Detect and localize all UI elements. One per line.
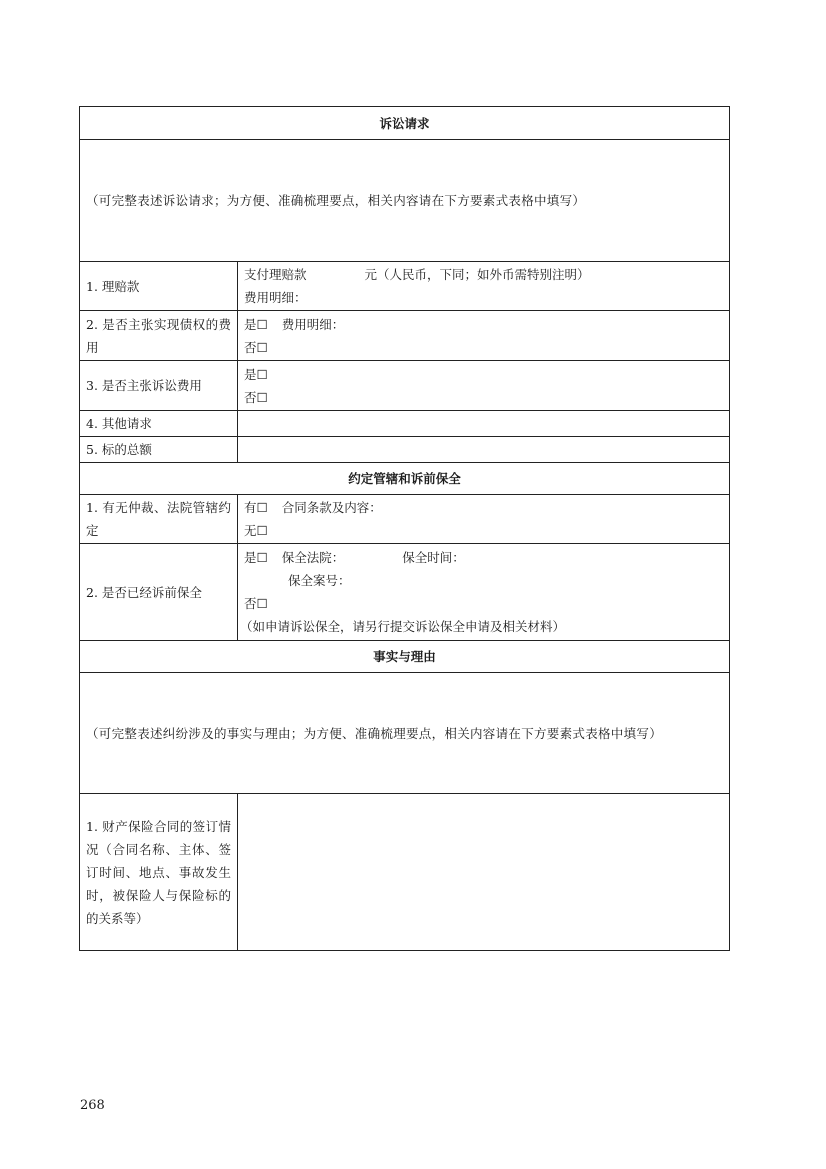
preservation-time-text: 保全时间： xyxy=(402,550,465,565)
jurisdiction-value-preservation xyxy=(238,544,730,641)
section-title-claims: 诉讼请求 xyxy=(80,107,730,140)
creditor-costs-yes-checkbox[interactable]: 是☐ xyxy=(244,316,268,332)
preservation-hint-text: （如申请诉讼保全，请另行提交诉讼保全申请及相关材料） xyxy=(240,619,566,634)
compensation-currency-text: 元（人民币，下同；如外币需特别注明） xyxy=(364,267,590,282)
claim-label-compensation: 1. 理赔款 xyxy=(80,262,238,311)
agreement-detail-text: 合同条款及内容： xyxy=(281,500,382,515)
claim-value-litigation-costs xyxy=(238,361,730,411)
preservation-yes-checkbox[interactable]: 是☐ xyxy=(244,550,268,565)
facts-note: （可完整表述纠纷涉及的事实与理由；为方便、准确梳理要点，相关内容请在下方要素式表格中填写） xyxy=(80,673,730,794)
facts-value-contract-signing[interactable] xyxy=(238,794,730,951)
claim-label-total: 5. 标的总额 xyxy=(80,437,238,463)
preservation-court-text: 保全法院： xyxy=(281,550,345,565)
jurisdiction-label-agreement: 1. 有无仲裁、法院管辖约定 xyxy=(80,495,238,544)
claims-note: （可完整表述诉讼请求；为方便、准确梳理要点，相关内容请在下方要素式表格中填写） xyxy=(80,140,730,262)
litigation-costs-no-checkbox[interactable]: 否☐ xyxy=(244,389,268,405)
preservation-case-number-text: 保全案号： xyxy=(288,573,351,588)
claim-value-other[interactable] xyxy=(238,411,730,437)
section-title-facts: 事实与理由 xyxy=(80,641,730,673)
compensation-pay-text: 支付理赔款 xyxy=(244,267,307,282)
claim-label-other: 4. 其他请求 xyxy=(80,411,238,437)
jurisdiction-label-preservation: 2. 是否已经诉前保全 xyxy=(80,544,238,641)
claim-value-creditor-costs xyxy=(238,311,730,361)
section-title-jurisdiction: 约定管辖和诉前保全 xyxy=(80,463,730,495)
page-number: 268 xyxy=(80,1098,105,1113)
facts-label-contract-signing: 1. 财产保险合同的签订情况（合同名称、主体、签订时间、地点、事故发生时，被保险人与保险标的的关系等） xyxy=(80,794,238,951)
complaint-form-table xyxy=(79,106,730,951)
jurisdiction-value-agreement xyxy=(238,495,730,544)
agreement-no-checkbox[interactable]: 无☐ xyxy=(244,523,268,538)
compensation-detail-text: 费用明细： xyxy=(244,290,307,305)
agreement-yes-checkbox[interactable]: 有☐ xyxy=(244,500,268,515)
claim-value-compensation xyxy=(238,262,730,311)
claim-label-litigation-costs: 3. 是否主张诉讼费用 xyxy=(80,361,238,411)
creditor-costs-detail-text: 费用明细： xyxy=(281,316,345,332)
claim-label-creditor-costs: 2. 是否主张实现债权的费用 xyxy=(80,311,238,361)
preservation-no-checkbox[interactable]: 否☐ xyxy=(244,596,268,611)
litigation-costs-yes-checkbox[interactable]: 是☐ xyxy=(244,366,268,382)
claim-value-total[interactable] xyxy=(238,437,730,463)
creditor-costs-no-checkbox[interactable]: 否☐ xyxy=(244,339,268,355)
